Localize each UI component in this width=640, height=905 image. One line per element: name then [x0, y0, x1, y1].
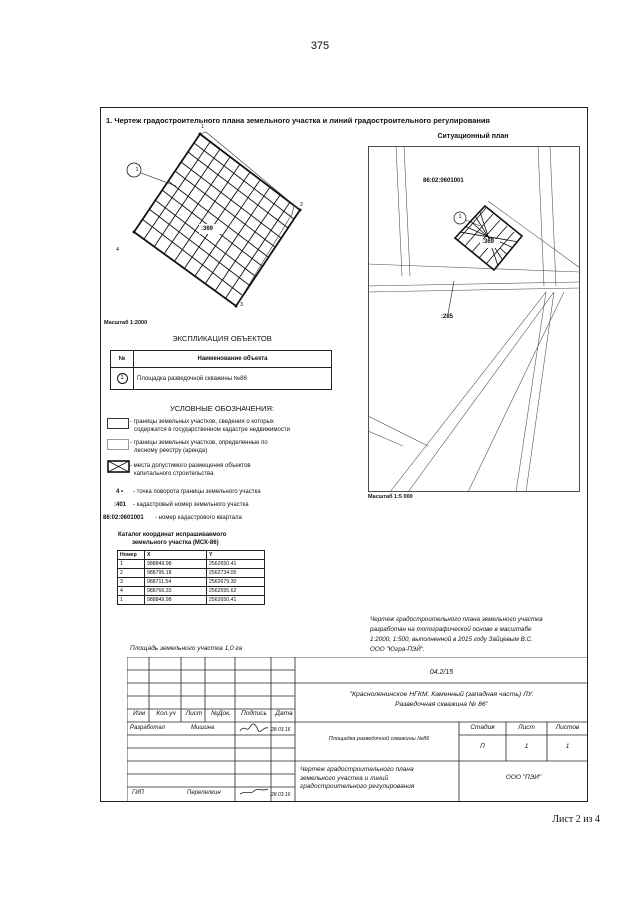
legend-symbol-quarter: 86:02:0601001	[103, 515, 144, 521]
object-name: Площадка разведочной скважины №86	[328, 736, 430, 742]
table-row: 1 988849.98 2562650.41	[118, 596, 265, 605]
point-label: 2	[300, 202, 304, 208]
parcel-label: :369	[201, 226, 214, 232]
gip-name: Перепелкин	[187, 790, 221, 796]
legend-symbol-cadastre	[107, 418, 129, 429]
table-row: 3 988711.54 2562679.30	[118, 578, 265, 587]
legend-item-hatch: - места допустимого размещения объектов капитального строительства	[130, 463, 251, 477]
drawing-name: Чертеж градостроительного плана земельного участка и линий градостроительного регулирования	[300, 766, 415, 790]
catalog-table	[117, 550, 265, 605]
hdr-sign: Подпись	[241, 710, 267, 717]
parcel-label: :369	[482, 239, 495, 245]
situation-plan-map	[368, 146, 580, 492]
parcel-label: :285	[441, 314, 454, 320]
quarter-label: 86:02:0601001	[423, 178, 464, 184]
point-marker	[133, 231, 136, 234]
point-marker	[199, 133, 202, 136]
main-plan	[104, 128, 324, 323]
point-label: 4	[116, 247, 120, 253]
situation-plan-title: Ситуационный план	[437, 133, 509, 140]
situation-plan-scale: Масштаб 1:5 000	[368, 494, 413, 500]
point-marker	[299, 209, 302, 212]
legend-symbol-parcel: :401	[114, 502, 127, 508]
explication-row-name: Площадка разведочной скважины №86	[134, 368, 332, 390]
legend-item-cadastre: - границы земельных участков, сведения о которых содержатся в государственном кадастре недвижимости	[130, 419, 290, 433]
point-marker	[235, 305, 238, 308]
catalog-title: Каталог координат испрашиваемого земельного участка (МСК-86)	[118, 532, 227, 546]
table-row: 1 988849.98 2562650.41	[118, 560, 265, 569]
drawing-note: Чертеж градостроительного плана земельного участка разработан на топографической основе в масштабе 1:2000, 1:500, выполненной в 2015 году Зайцевым В.С. ООО "Югра-ПЭЙ".	[370, 616, 543, 653]
explication-col-no: №	[111, 351, 134, 368]
legend-item-forest: - границы земельных участков, определенные по лесному реестру (аренда)	[130, 440, 268, 454]
developer-role: Разработал	[130, 725, 165, 731]
hdr-stage: Стадия	[470, 724, 495, 731]
drawing-heading: 1. Чертеж градостроительного плана земельного участка и линий градостроительного регулирования	[106, 116, 490, 125]
catalog-col: Номер	[118, 551, 145, 560]
legend-item-parcel: - кадастровый номер земельного участка	[133, 502, 249, 508]
developer-date: 28.03.16	[271, 727, 291, 733]
legend-symbol-hatch	[107, 460, 130, 473]
gip-date: 28.03.16	[271, 792, 291, 798]
hdr-list: Лист	[185, 710, 203, 717]
legend-title: УСЛОВНЫЕ ОБОЗНАЧЕНИЯ:	[169, 404, 274, 413]
callout-number: 1	[458, 214, 462, 220]
hdr-sheets: Листов	[555, 724, 580, 731]
sheet-value: 1	[524, 743, 529, 750]
gip-signature	[238, 786, 270, 798]
stage-value: П	[480, 743, 485, 750]
hdr-sheet: Лист	[518, 724, 535, 731]
table-row: 2 988795.18 2562734.05	[118, 569, 265, 578]
sheet-footer: Лист 2 из 4	[552, 814, 600, 825]
legend-item-quarter: - номер кадастрового квартала	[155, 515, 242, 521]
developer-name: Мишина	[191, 725, 215, 731]
catalog-col: X	[145, 551, 207, 560]
hdr-doc: №Док.	[210, 710, 232, 717]
area-text: Площадь земельного участка 1,0 га	[130, 645, 243, 652]
point-label: 3	[240, 302, 244, 308]
page-number: 375	[310, 40, 330, 52]
point-label: 1	[201, 124, 205, 130]
explication-col-name: Наименование объекта	[134, 351, 332, 368]
developer-signature	[238, 722, 270, 734]
project-code: 04.2/15	[429, 669, 454, 676]
main-plan-scale: Масштаб 1:2000	[104, 320, 148, 326]
legend-item-point: - точка поворота границы земельного участка	[133, 489, 261, 495]
gip-role: ГИП	[132, 790, 144, 796]
explication-title: ЭКСПЛИКАЦИЯ ОБЪЕКТОВ	[172, 334, 272, 343]
sheets-value: 1	[565, 743, 570, 750]
explication-table	[110, 350, 332, 390]
hdr-izm: Изм	[132, 710, 146, 717]
catalog-col: Y	[207, 551, 265, 560]
hdr-date: Дата	[275, 710, 293, 717]
table-row: 4 988766.33 2562595.62	[118, 587, 265, 596]
callout-number: 1	[135, 167, 139, 173]
project-name: "Красноленинское НГКМ. Каменный (западная часть) ЛУ. Разведочная скважина № 86"	[349, 691, 534, 708]
legend-symbol-point: 4 •	[116, 489, 124, 495]
explication-row-no: 1	[111, 368, 134, 390]
hdr-kol: Кол.уч	[156, 710, 176, 717]
organization: ООО "ПЭИ"	[505, 774, 542, 781]
legend-symbol-forest	[107, 439, 129, 450]
